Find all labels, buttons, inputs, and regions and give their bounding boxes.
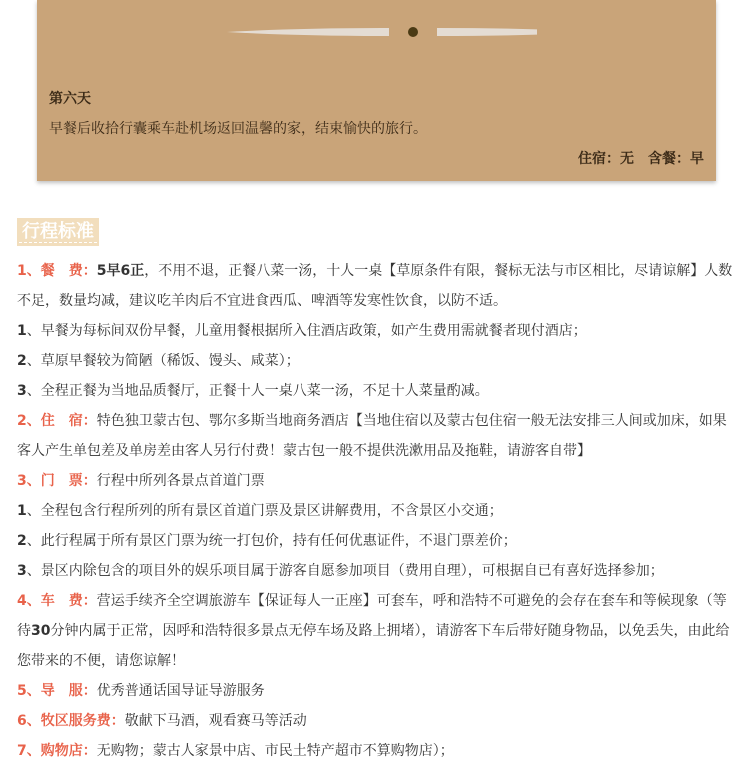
meals-info: 含餐：早	[648, 151, 704, 167]
day-footer	[578, 148, 704, 168]
item-label: 7、购物店：	[17, 743, 97, 759]
tickets-item	[17, 466, 739, 496]
note-number: 3	[17, 383, 27, 399]
item-text: ，不用不退，正餐八菜一汤，十人一桌【草原条件有限，餐标无法与市区相比，尽请谅解】人数不足，数量均减，建议吃羊肉后不宜进食西瓜、啤酒等发寒性饮食，以防不适。	[17, 263, 733, 309]
note-text: 、早餐为每标间双份早餐，儿童用餐根据所入住酒店政策，如产生费用需就餐者现付酒店；	[26, 323, 587, 339]
note-number: 1	[17, 323, 27, 339]
meals-note	[17, 376, 739, 406]
day-card	[37, 0, 716, 181]
note-number: 1	[17, 503, 27, 519]
item-label: 4、车 费：	[17, 593, 97, 609]
item-text: 优秀普通话国导证导游服务	[96, 683, 265, 699]
meals-note	[17, 316, 739, 346]
day-description: 早餐后收拾行囊乘车赴机场返回温馨的家，结束愉快的旅行。	[49, 121, 427, 137]
section-title: 行程标准	[17, 218, 99, 246]
meals-item	[17, 256, 739, 316]
item-text: 敬献下马酒，观看赛马等活动	[124, 713, 307, 729]
item-label: 2、住 宿：	[17, 413, 97, 429]
item-text: 营运手续齐全空调旅游车【保证每人一正座】可套车，呼和浩特不可避免的会存在套车和等候现象（等待	[17, 593, 727, 639]
lodging-info: 住宿：无	[578, 151, 634, 167]
lodging-item	[17, 406, 739, 466]
tickets-note	[17, 496, 739, 526]
item-label: 1、餐 费：	[17, 263, 97, 279]
note-number: 2	[17, 533, 27, 549]
itinerary-standards	[17, 256, 739, 766]
meals-note	[17, 346, 739, 376]
note-text: 、此行程属于所有景区门票为统一打包价，持有任何优惠证件，不退门票差价；	[26, 533, 517, 549]
wait-minutes: 30	[31, 623, 51, 639]
item-label: 3、门 票：	[17, 473, 97, 489]
meals-count: 5早6正	[96, 263, 145, 279]
pasture-item	[17, 706, 739, 736]
item-text: 行程中所列各景点首道门票	[96, 473, 265, 489]
note-text: 、全程包含行程所列的所有景区首道门票及景区讲解费用，不含景区小交通；	[26, 503, 503, 519]
tickets-note	[17, 556, 739, 586]
item-label: 6、牧区服务费：	[17, 713, 125, 729]
vehicle-item	[17, 586, 739, 676]
note-number: 2	[17, 353, 27, 369]
note-number: 3	[17, 563, 27, 579]
shopping-item	[17, 736, 739, 766]
note-text: 、全程正餐为当地品质餐厅，正餐十人一桌八菜一汤，不足十人菜量酌减。	[26, 383, 489, 399]
ornament-divider	[217, 22, 537, 42]
note-text: 、草原早餐较为简陋（稀饭、馒头、咸菜）；	[26, 353, 300, 369]
note-text: 、景区内除包含的项目外的娱乐项目属于游客自愿参加项目（费用自理），可根据自已有喜好选择参加；	[26, 563, 664, 579]
tickets-note	[17, 526, 739, 556]
guide-item	[17, 676, 739, 706]
item-text: 无购物；蒙古人家景中店、市民土特产超市不算购物店）；	[96, 743, 454, 759]
day-title: 第六天	[49, 91, 91, 107]
item-label: 5、导 服：	[17, 683, 97, 699]
item-text: 特色独卫蒙古包、鄂尔多斯当地商务酒店【当地住宿以及蒙古包住宿一般无法安排三人间或加床，如果客人产生单包差及单房差由客人另行付费！蒙古包一般不提供洗漱用品及拖鞋，请游客自带】	[17, 413, 727, 459]
item-text: 分钟内属于正常，因呼和浩特很多景点无停车场及路上拥堵），请游客下车后带好随身物品，以免丢失，由此给您带来的不便，请您谅解！	[17, 623, 730, 669]
